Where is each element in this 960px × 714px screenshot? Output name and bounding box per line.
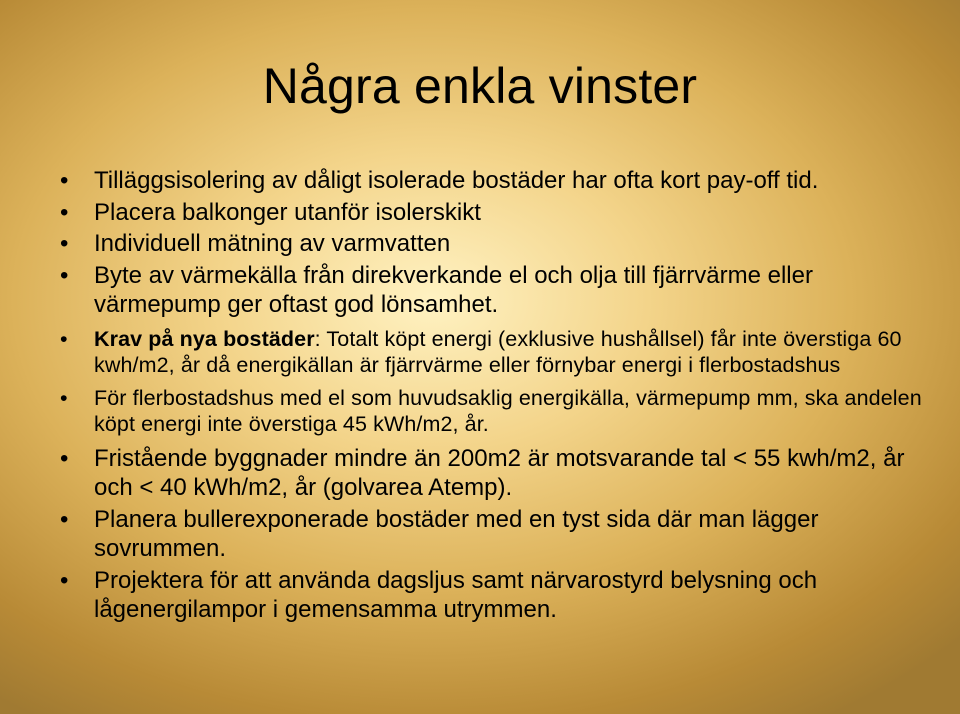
bullet-item-metering — [60, 229, 940, 259]
bullet-text: För flerbostadshus med el som huvudsaklig energikälla, värmepump mm, ska andelen köpt energi inte överstiga 45 kWh/m2, år. — [94, 385, 922, 436]
bullet-item-heat-source — [60, 261, 940, 320]
bullet-bold-lead: Krav på nya bostäder — [94, 326, 315, 351]
bullet-icon: • — [60, 566, 69, 594]
bullet-text: Fristående byggnader mindre än 200m2 är motsvarande tal < 55 kwh/m2, år och < 40 kWh/m2, år (golvarea Atemp). — [94, 444, 905, 501]
bullet-icon: • — [60, 326, 68, 351]
bullet-icon: • — [60, 385, 68, 410]
bullet-icon: • — [60, 230, 69, 257]
bullet-icon: • — [60, 444, 69, 472]
bullet-text: Tilläggsisolering av dåligt isolerade bostäder har ofta kort pay-off tid. — [94, 167, 819, 194]
bullet-item-balconies — [60, 198, 940, 228]
bullet-list — [60, 166, 940, 625]
slide-title: Några enkla vinster — [262, 58, 698, 114]
bullet-text: Projektera för att använda dagsljus samt närvarostyrd belysning och lågenergilampor i gemensamma utrymmen. — [94, 566, 818, 623]
bullet-icon: • — [60, 505, 69, 533]
bullet-icon: • — [60, 261, 69, 289]
bullet-item-electric-heating — [60, 385, 940, 438]
bullet-item-daylight — [60, 566, 940, 625]
bullet-item-insulation — [60, 166, 940, 196]
bullet-icon: • — [60, 198, 69, 226]
bullet-text: Placera balkonger utanför isolerskikt — [94, 198, 481, 226]
bullet-item-noise — [60, 505, 940, 564]
bullet-text: Individuell mätning av varmvatten — [94, 230, 451, 257]
bullet-text: Planera bullerexponerade bostäder med en tyst sida där man lägger sovrummen. — [94, 505, 819, 562]
bullet-icon: • — [60, 167, 69, 194]
bullet-item-new-housing-requirements — [60, 326, 940, 379]
bullet-text: Byte av värmekälla från direkverkande el och olja till fjärrvärme eller värmepump ger oftast god lönsamhet. — [94, 261, 813, 318]
bullet-text: : Totalt köpt energi (exklusive hushållsel) får inte överstiga 60 kwh/m2, år då energikällan är fjärrvärme eller förnybar energi i flerbostadshus — [94, 326, 902, 377]
bullet-item-detached-buildings — [60, 444, 940, 503]
